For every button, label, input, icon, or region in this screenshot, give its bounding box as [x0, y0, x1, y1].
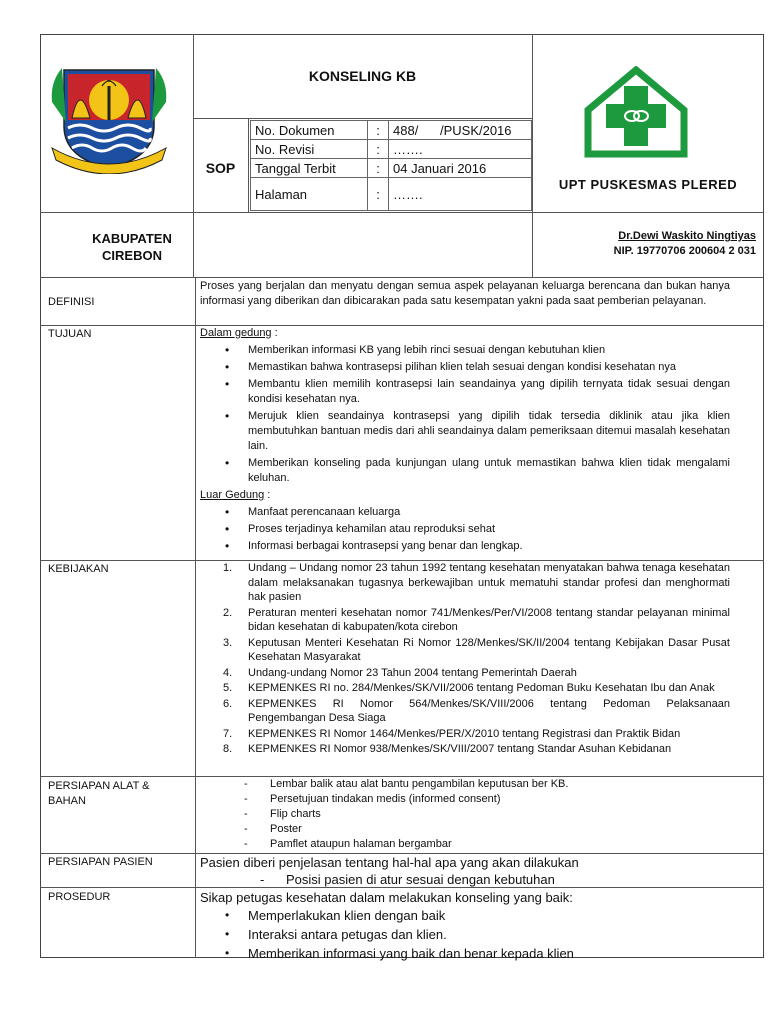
- list-number: 4.: [223, 666, 233, 679]
- header-divider-sop: [248, 118, 249, 212]
- list-item: • Proses terjadinya kehamilan atau reproduksi sehat: [248, 522, 730, 537]
- list-item: • Memberikan konseling pada kunjungan ulang untuk memastikan bahwa klien tidak mengalami keluhan.: [248, 456, 730, 486]
- persiapan-pasien-text: Pasien diberi penjelasan tentang hal-hal apa yang akan dilakukan: [200, 855, 579, 870]
- tujuan-luar-heading: Luar Gedung :: [200, 489, 271, 501]
- section-label-persiapan-alat: PERSIAPAN ALAT & BAHAN: [48, 780, 150, 807]
- info-value: 488/ /PUSK/2016: [389, 121, 532, 140]
- info-value: …….: [389, 178, 532, 211]
- info-row-dokumen: [251, 121, 532, 140]
- sop-label: SOP: [205, 160, 236, 176]
- section-label-persiapan-pasien: PERSIAPAN PASIEN: [48, 856, 153, 868]
- section-label-definisi: DEFINISI: [48, 296, 95, 308]
- list-text: Keputusan Menteri Kesehatan Ri Nomor 128/Menkes/SK/II/2004 tentang Kebijakan Dasar Pusat Kesehatan Masyarakat: [248, 636, 730, 663]
- info-separator: :: [368, 121, 389, 140]
- list-text: KEPMENKES RI Nomor 938/Menkes/SK/VIII/2007 tentang Standar Asuhan Kebidanan: [248, 743, 672, 755]
- section-body-persiapan-pasien: [200, 854, 730, 888]
- definisi-text: Proses yang berjalan dan menyatu dengan semua aspek pelayanan keluarga berencana dan bukan hanya informasi yang diberikan dan dibicarakan pada satu kesempatan yakni pada saat pemberian pelayanan.: [200, 280, 730, 307]
- list-text: Undang – Undang nomor 23 tahun 1992 tentang kesehatan menyatakan bahwa tenaga kesehatan dalam melaksanakan tugasnya berkewajiban untuk mematuhi standar profesi dan menghormati hak pasien: [248, 562, 730, 603]
- list-item: - Flip charts: [270, 807, 730, 822]
- list-item: - Poster: [270, 822, 730, 837]
- info-value: 04 Januari 2016: [389, 159, 532, 178]
- tujuan-dalam-title: Dalam gedung: [200, 327, 272, 339]
- section-label-prosedur: PROSEDUR: [48, 891, 111, 903]
- kebijakan-list: [200, 561, 730, 757]
- list-item: • Memberikan informasi KB yang lebih rinci sesuai dengan kebutuhan klien: [248, 343, 730, 358]
- list-item: • Memberikan informasi yang baik dan benar kepada klien: [248, 945, 730, 962]
- section-body-persiapan-alat: [200, 777, 730, 852]
- list-item: • Manfaat perencanaan keluarga: [248, 505, 730, 520]
- region-name: KABUPATEN CIREBON: [92, 231, 172, 263]
- info-value: …….: [389, 140, 532, 159]
- list-item: • Interaksi antara petugas dan klien.: [248, 926, 730, 943]
- section-label-kebijakan: KEBIJAKAN: [48, 563, 109, 575]
- list-item: • Membantu klien memilih kontrasepsi lain seandainya yang dipilih ternyata tidak sesuai dengan kondisi kesehatan nya.: [248, 377, 730, 407]
- list-item: - Posisi pasien di atur sesuai dengan kebutuhan: [286, 871, 730, 888]
- list-item: [223, 606, 730, 635]
- list-item: [223, 561, 730, 605]
- info-label: No. Dokumen: [251, 121, 368, 140]
- list-item: [223, 666, 730, 681]
- document-title: KONSELING KB: [308, 68, 417, 84]
- list-item: • Memastikan bahwa kontrasepsi pilihan klien telah sesuai dengan kondisi kesehatan nya: [248, 360, 730, 375]
- info-row-revisi: [251, 140, 532, 159]
- list-item: - Persetujuan tindakan medis (informed consent): [270, 792, 730, 807]
- info-separator: :: [368, 140, 389, 159]
- list-item: [223, 681, 730, 696]
- info-separator: :: [368, 159, 389, 178]
- list-text: Undang-undang Nomor 23 Tahun 2004 tentang Pemerintah Daerah: [248, 666, 577, 679]
- info-row-tanggal: [251, 159, 532, 178]
- tujuan-luar-list: [200, 505, 730, 554]
- list-text: KEPMENKES RI Nomor 564/Menkes/SK/VIII/2006 tentang Pedoman Pelaksanaan Pengembangan Desa Siaga: [248, 697, 730, 724]
- info-row-halaman: [251, 178, 532, 211]
- list-item: - Pamflet ataupun halaman bergambar: [270, 837, 730, 852]
- list-item: • Informasi berbagai kontrasepsi yang benar dan lengkap.: [248, 539, 730, 554]
- header-bottom-rule: [40, 277, 764, 278]
- info-label: No. Revisi: [251, 140, 368, 159]
- info-separator: :: [368, 178, 389, 211]
- list-item: • Memperlakukan klien dengan baik: [248, 907, 730, 924]
- tujuan-dalam-heading: Dalam gedung :: [200, 327, 278, 339]
- list-text: KEPMENKES RI Nomor 1464/Menkes/PER/X/2010 tentang Registrasi dan Praktik Bidan: [248, 727, 681, 740]
- section-body-kebijakan: [200, 561, 730, 758]
- info-label: Halaman: [251, 178, 368, 211]
- header-title-rule: [193, 118, 532, 119]
- list-item: [223, 697, 730, 726]
- section-label-tujuan: TUJUAN: [48, 328, 92, 340]
- signer-nip: NIP. 19770706 200604 2 031: [613, 245, 756, 257]
- section-body-definisi: [200, 279, 730, 309]
- list-text: KEPMENKES RI no. 284/Menkes/SK/VII/2006 tentang Pedoman Buku Kesehatan Ibu dan Anak: [248, 682, 715, 694]
- body-column-divider: [195, 277, 196, 958]
- list-number: 5.: [223, 682, 233, 694]
- persiapan-pasien-list: [200, 871, 730, 888]
- kabupaten-cirebon-crest-icon: [50, 62, 168, 174]
- section-body-tujuan: [200, 326, 730, 556]
- list-item: • Merujuk klien seandainya kontrasepsi yang dipilih tidak tersedia diklinik atau jika klien membutuhkan bantuan medis dari ahli seandainya dalam pemeriksaan ditemui masalah kesehatan lain.: [248, 409, 730, 454]
- list-item: [223, 727, 730, 742]
- list-text: Peraturan menteri kesehatan nomor 741/Menkes/Per/VI/2008 tentang standar pelayanan minimal bidan kesehatan di kabupaten/kota cirebon: [248, 606, 730, 633]
- list-item: - Lembar balik atau alat bantu pengambilan keputusan ber KB.: [270, 777, 730, 792]
- persiapan-alat-list: [200, 777, 730, 852]
- header-divider-right: [532, 34, 533, 278]
- list-number: 1.: [223, 562, 233, 574]
- info-label: Tanggal Terbit: [251, 159, 368, 178]
- list-number: 7.: [223, 727, 233, 740]
- list-number: 8.: [223, 743, 233, 755]
- list-number: 2.: [223, 606, 233, 619]
- prosedur-list: [200, 907, 730, 962]
- list-item: [223, 742, 730, 757]
- signer-name: Dr.Dewi Waskito Ningtiyas: [618, 230, 756, 242]
- puskesmas-logo-icon: [584, 66, 688, 158]
- list-number: 3.: [223, 636, 233, 649]
- list-number: 6.: [223, 697, 233, 710]
- prosedur-text: Sikap petugas kesehatan dalam melakukan konseling yang baik:: [200, 890, 573, 905]
- tujuan-luar-title: Luar Gedung: [200, 489, 265, 501]
- document-info-table: [250, 120, 532, 211]
- header-mid-rule: [40, 212, 764, 213]
- puskesmas-name: UPT PUSKESMAS PLERED: [558, 177, 738, 192]
- section-body-prosedur: [200, 889, 730, 964]
- list-item: [223, 636, 730, 665]
- tujuan-dalam-list: [200, 343, 730, 486]
